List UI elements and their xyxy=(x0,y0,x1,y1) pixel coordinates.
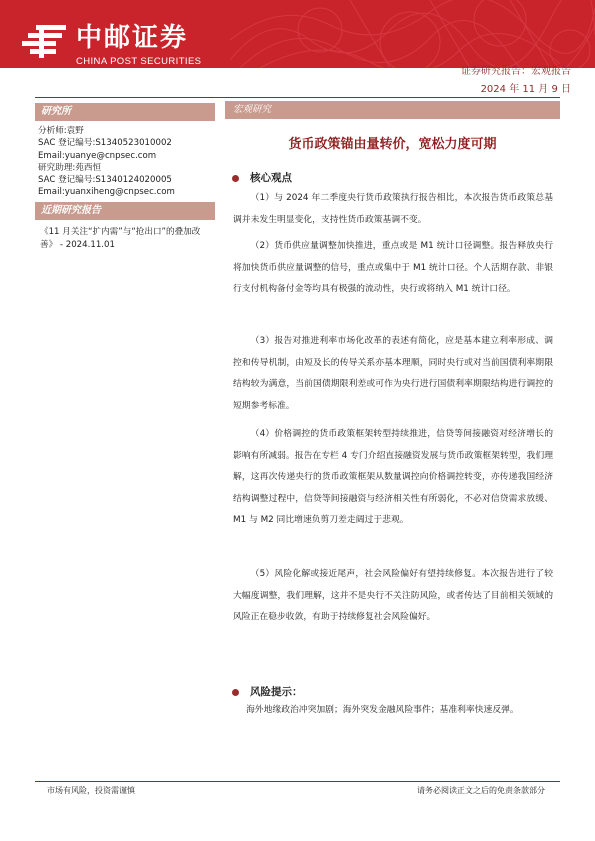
header-pattern-icon xyxy=(230,0,595,68)
bullet-icon xyxy=(232,689,239,696)
recent-report-link[interactable]: 《11 月关注“扩内需”与“抢出口”的叠加改善》 - 2024.11.01 xyxy=(40,227,201,250)
key-point-2: （2）货币供应量调整加快推进，重点或是 M1 统计口径调整。报告释放央行将加快货币供应量调整的信号，重点或集中于 M1 统计口径。个人活期存款、非银行支付机构备付金等均具有极强的流动性，央行或将纳入 M1 统计口径。 xyxy=(233,241,553,294)
key-point-5: （5）风险化解或接近尾声，社会风险偏好有望持续修复。本次报告进行了较大幅度调整，我们理解，这并不是央行不关注防风险，或者传达了目前相关领域的风险正在稳步收敛，有助于持续修复社会风险偏好。 xyxy=(233,569,553,622)
bottom-divider xyxy=(35,781,560,782)
recent-reports-heading: 近期研究报告 xyxy=(35,202,215,220)
top-divider xyxy=(35,97,560,98)
brand-name-cn: 中邮证券 xyxy=(76,23,189,53)
key-point-3: （3）报告对推进利率市场化改革的表述有简化，应是基本建立利率形成、调控和传导机制，由短及长的传导关系亦基本理顺，同时央行或对当前国债利率期限结构较为满意，当前国债期限利差或可作为央行进行国债利率期限结构进行调控的短期参考标准。 xyxy=(233,336,553,411)
risk-heading: 风险提示： xyxy=(250,686,303,698)
report-title: 货币政策锚由量转价，宽松力度可期 xyxy=(288,137,497,152)
report-date: 2024 年 11 月 9 日 xyxy=(480,84,571,95)
key-point-4: （4）价格调控的货币政策框架转型持续推进，信贷等间接融资对经济增长的影响有所减弱。报告在专栏 4 专门介绍直接融资发展与货币政策框架转型，我们理解，这再次传递央行的货币政策框架从数量调控向价格调控转变，亦传递我国经济结构调整过程中，信贷等间接融资与经济相关性有所弱化，不必对信贷需求放缓、M1 与 M2 同比增速负剪刀差走阔过于悲观。 xyxy=(233,429,553,525)
assistant-name: 研究助理:苑西恒 xyxy=(38,163,102,173)
research-institute-heading: 研究所 xyxy=(35,103,215,121)
footer-disclaimer: 市场有风险，投资需谨慎 xyxy=(47,786,135,795)
section-tag: 宏观研究 xyxy=(225,101,560,119)
analyst-email[interactable]: Email:yuanye@cnpsec.com xyxy=(38,151,157,161)
report-type: 证券研究报告：宏观报告 xyxy=(461,66,571,77)
analyst-name: 分析师:袁野 xyxy=(38,126,84,136)
key-point-1: （1）与 2024 年二季度央行货币政策执行报告相比，本次报告货币政策总基调并未发生明显变化，支持性货币政策基调不变。 xyxy=(233,193,553,225)
china-post-logo-icon xyxy=(22,22,68,60)
bullet-icon xyxy=(232,175,239,182)
header-banner xyxy=(0,0,595,68)
brand-name-en: CHINA POST SECURITIES xyxy=(76,56,202,67)
assistant-email[interactable]: Email:yuanxiheng@cnpsec.com xyxy=(38,187,175,197)
analyst-sac-number: SAC 登记编号:S1340523010002 xyxy=(38,138,172,148)
risk-text: 海外地缘政治冲突加剧；海外突发金融风险事件；基准利率快速反弹。 xyxy=(246,705,519,715)
key-points-heading: 核心观点 xyxy=(250,172,292,184)
assistant-sac-number: SAC 登记编号:S1340124020005 xyxy=(38,175,172,185)
footer-terms-note: 请务必阅读正文之后的免责条款部分 xyxy=(417,786,545,795)
